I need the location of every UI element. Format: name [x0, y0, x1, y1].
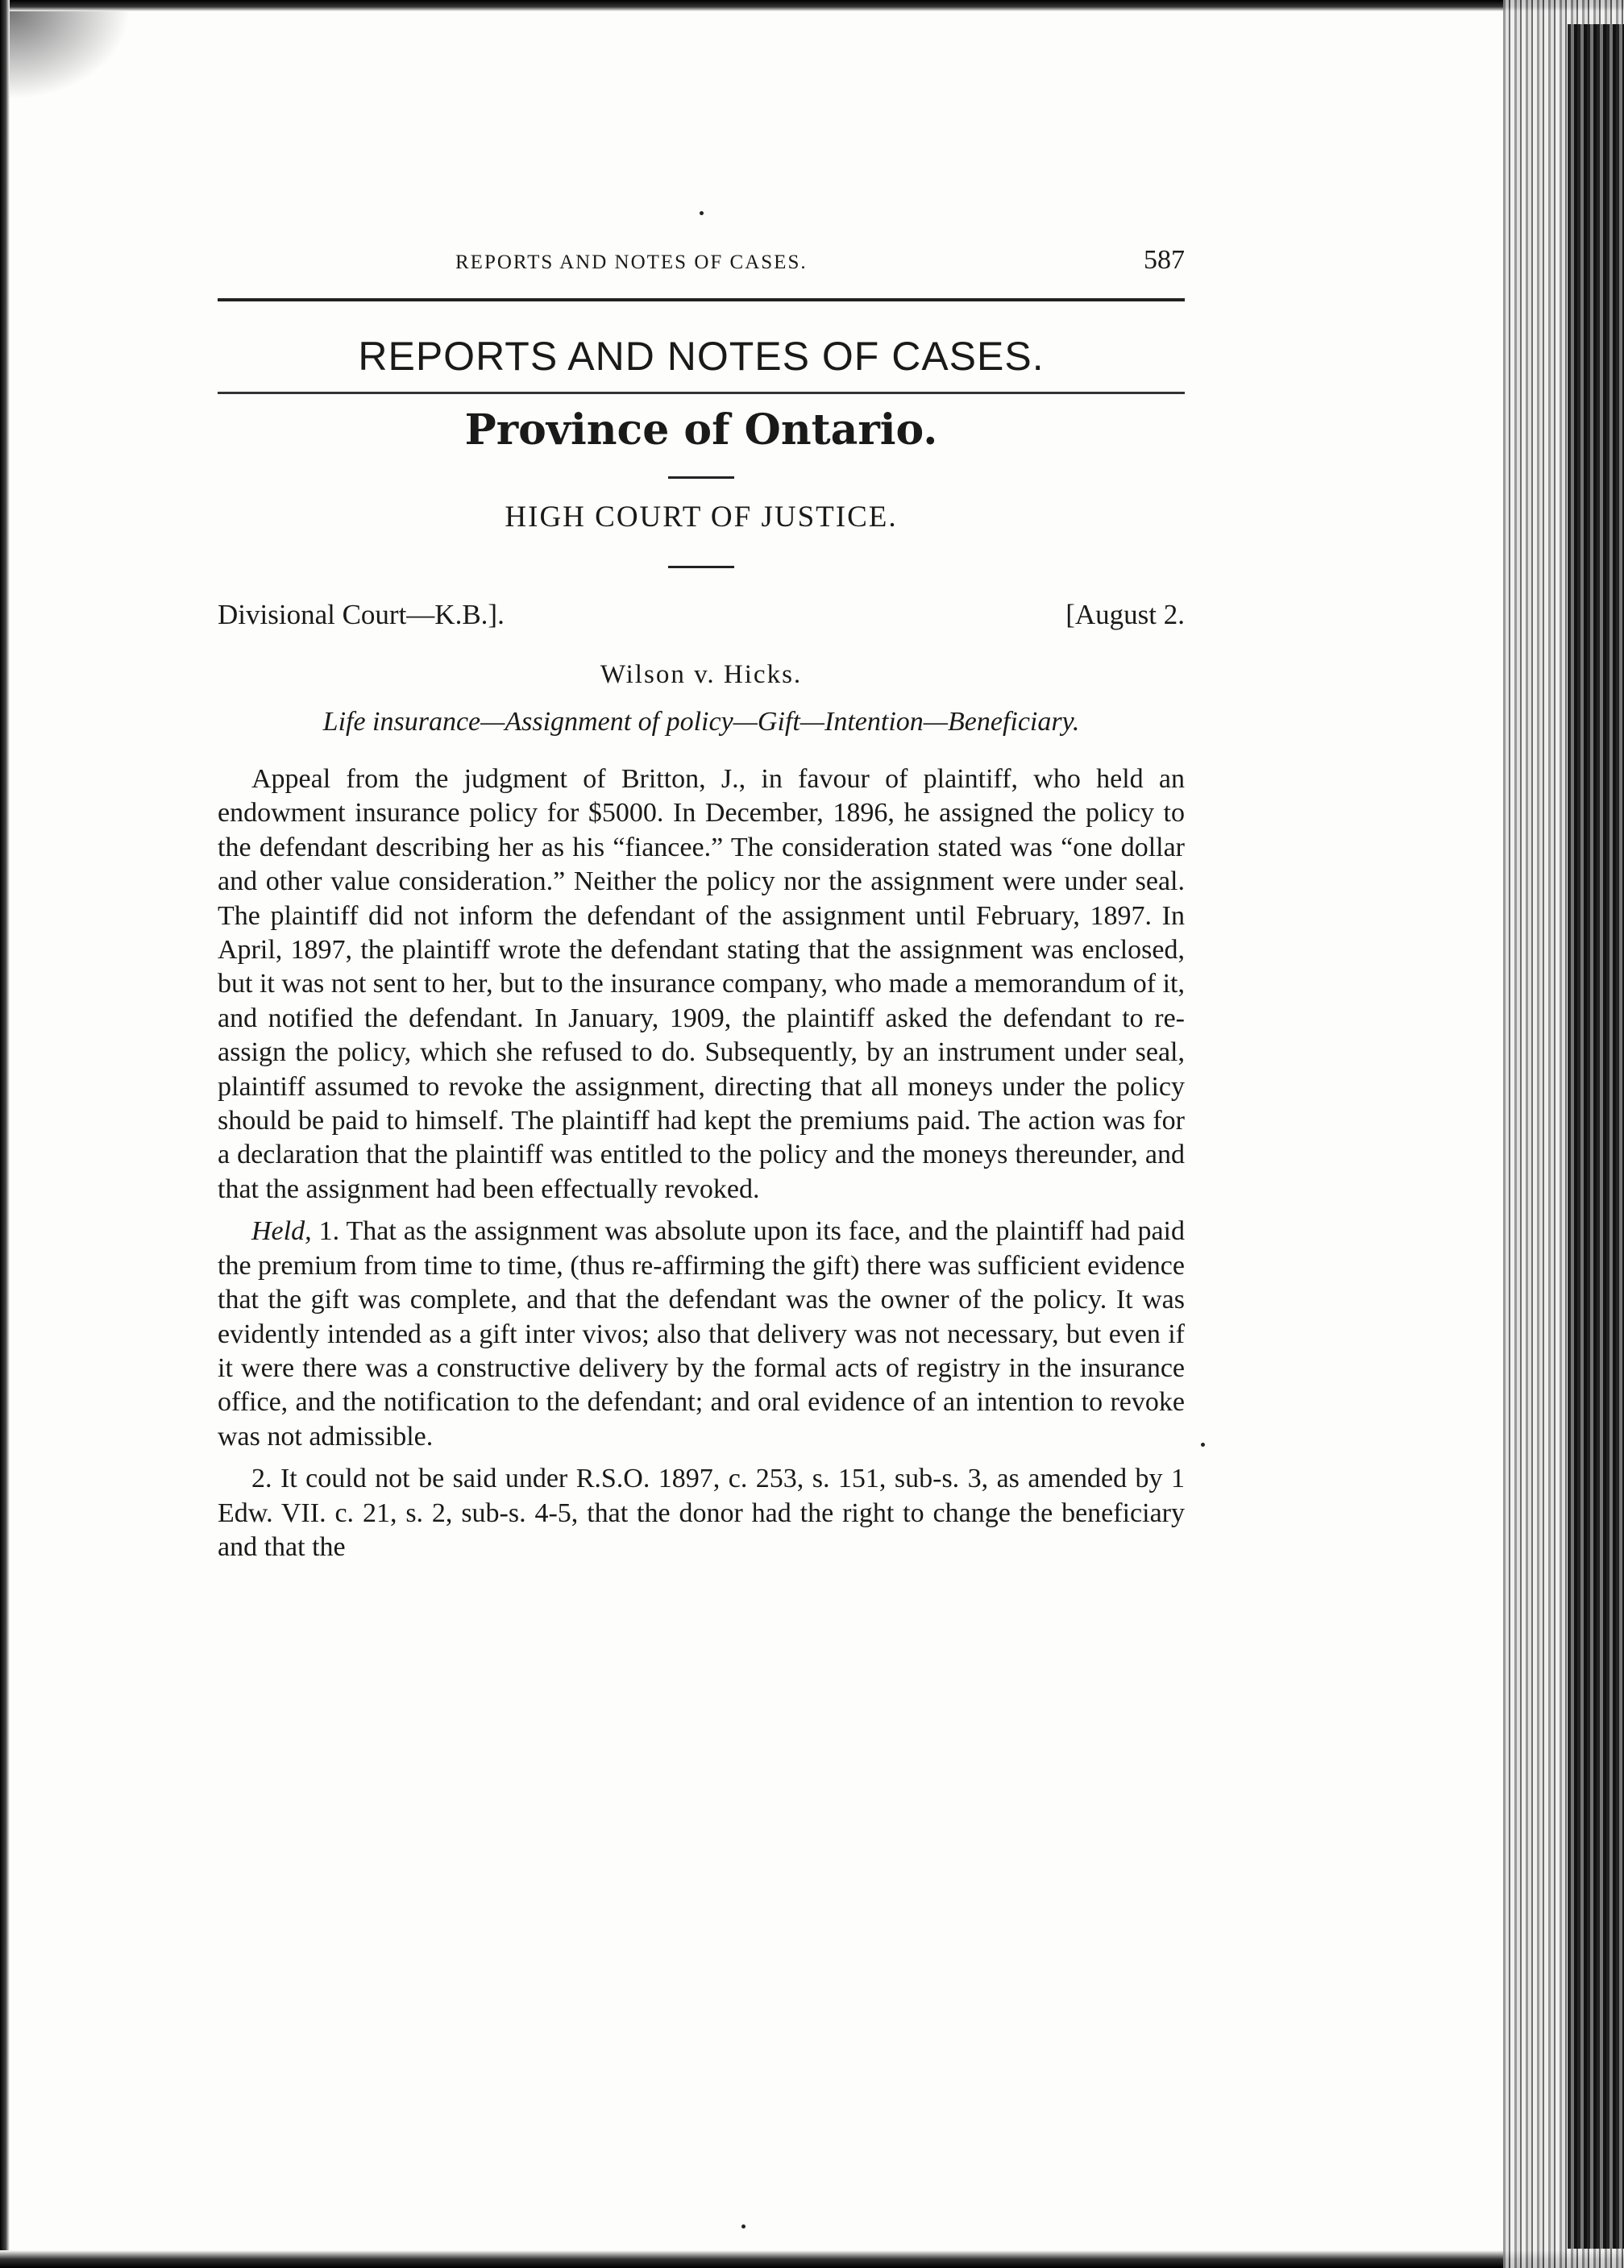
court-division: Divisional Court—K.B.].	[218, 599, 505, 630]
section-rule	[218, 392, 1185, 394]
header-rule	[218, 298, 1185, 301]
scan-edge-left	[0, 0, 10, 2268]
scan-edge-bottom	[0, 2250, 1624, 2268]
running-title: REPORTS AND NOTES OF CASES.	[455, 251, 808, 273]
page-number: 587	[1144, 245, 1185, 275]
headnote: Life insurance—Assignment of policy—Gift—Intention—Beneficiary.	[322, 707, 1080, 737]
scan-corner-noise	[10, 11, 131, 100]
case-body	[218, 762, 1185, 1564]
held-paragraph-two: 2. It could not be said under R.S.O. 1897, c. 253, s. 151, sub-s. 3, as amended by 1 Edw. VII. c. 21, s. 2, sub-s. 4-5, that the donor had the right to change the beneficiary and that the	[218, 1464, 1185, 1562]
divider-dash	[668, 476, 734, 479]
decision-date: [August 2.	[1065, 599, 1185, 630]
held-one-text: 1. That as the assignment was absolute upon its face, and the plaintiff had paid the premium from time to time, (thus re-affirming the gift) there was sufficient evidence that the gift was complete, and that the defendant was the owner of the policy. It was evidently intended as a gift inter vivos; also that delivery was not necessary, but even if it were there was a constructive delivery by the formal acts of registry in the insurance office, and the notification to the defendant; and oral evidence of an intention to revoke was not admissible.	[218, 1216, 1186, 1452]
appeal-paragraph: Appeal from the judgment of Britton, J., in favour of plaintiff, who held an endowment insurance policy for $5000. In December, 1896, he assigned the policy to the defendant describing her as his “fiancee.” The consideration stated was “one dollar and other value consideration.” Neither the policy nor the assignment were under seal. The plaintiff did not inform the defendant of the assignment until February, 1897. In April, 1897, the plaintiff wrote the defendant stating that the assignment was enclosed, but it was not sent to her, but to the insurance company, who made a memorandum of it, and notified the defendant. In January, 1909, the plaintiff asked the defendant to re-assign the policy, which she refused to do. Subsequently, by an instrument under seal, plaintiff assumed to revoke the assignment, directing that all moneys under the policy should be paid to himself. The plaintiff had kept the premiums paid. The action was for a declaration that the plaintiff was entitled to the policy and the moneys thereunder, and that the assignment had been effectually revoked.	[218, 764, 1185, 1204]
held-paragraph-one	[218, 1215, 1185, 1454]
scan-speck	[1201, 1443, 1205, 1447]
scan-speck	[741, 2224, 746, 2229]
scan-edge-top	[0, 0, 1624, 11]
case-name: Wilson v. Hicks.	[600, 660, 803, 689]
held-label: Held,	[251, 1216, 312, 1247]
court-date-line	[218, 599, 1185, 639]
text-column	[218, 242, 1185, 1564]
divider-dash	[668, 566, 734, 568]
running-head	[218, 242, 1185, 282]
scan-speck	[700, 211, 704, 215]
section-title: REPORTS AND NOTES OF CASES.	[358, 334, 1045, 379]
court-heading: HIGH COURT OF JUSTICE.	[505, 501, 898, 534]
book-spine-shadow	[1568, 24, 1624, 2249]
province-heading: Province of Ontario.	[464, 405, 938, 455]
